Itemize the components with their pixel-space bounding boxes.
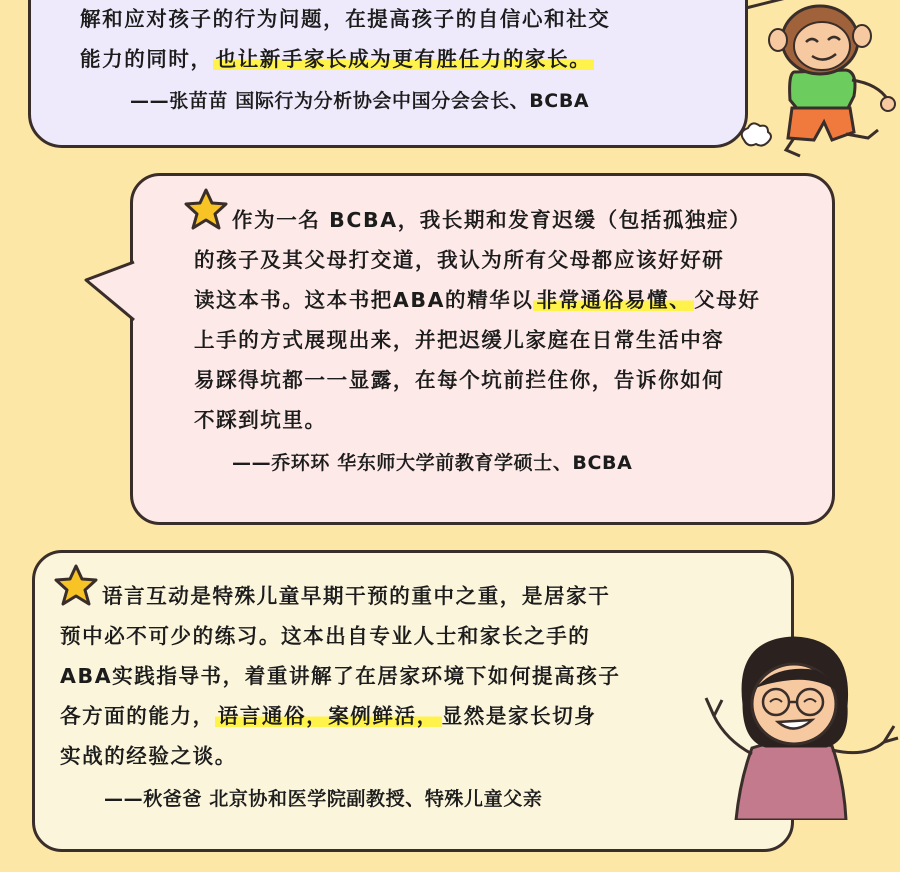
quote3-attribution: ——秋爸爸 北京协和医学院副教授、特殊儿童父亲 xyxy=(104,788,543,810)
quote3-line-5: 实战的经验之谈。 xyxy=(60,744,237,768)
quote1-highlight: 也让新手家长成为更有胜任力的家长。 xyxy=(213,47,595,71)
quote3-line-3: ABA实践指导书，着重讲解了在居家环境下如何提高孩子 xyxy=(60,664,621,688)
quote3-line-2: 预中必不可少的练习。这本出自专业人士和家长之手的 xyxy=(60,624,591,648)
quote2-line-2: 的孩子及其父母打交道，我认为所有父母都应该好好研 xyxy=(194,248,725,272)
monkey-boy-illustration xyxy=(728,0,900,162)
star-icon xyxy=(54,564,98,606)
star-icon xyxy=(184,188,228,230)
quote2-line-1: 作为一名 BCBA，我长期和发育迟缓（包括孤独症） xyxy=(232,208,752,232)
quote2-attribution: ——乔环环 华东师大学前教育学硕士、BCBA xyxy=(232,452,633,474)
quote2-line-5: 易踩得坑都一一显露，在每个坑前拦住你，告诉你如何 xyxy=(194,368,725,392)
quote2-line-4: 上手的方式展现出来，并把迟缓儿家庭在日常生活中容 xyxy=(194,328,725,352)
quote3-highlight: 语言通俗，案例鲜活， xyxy=(215,704,442,728)
quote2-line-3: 读这本书。这本书把ABA的精华以 非常通俗易懂、 父母好 xyxy=(194,288,761,312)
quote3-line-4: 各方面的能力， 语言通俗，案例鲜活， 显然是家长切身 xyxy=(60,704,597,728)
quote3-line-1: 语言互动是特殊儿童早期干预的重中之重，是居家干 xyxy=(102,584,611,608)
quote1-line-2: 能力的同时， 也让新手家长成为更有胜任力的家长。 xyxy=(80,44,594,74)
quote1-line-1: 解和应对孩子的行为问题，在提高孩子的自信心和社交 xyxy=(80,7,611,31)
quote1-attribution: ——张苗苗 国际行为分析协会中国分会会长、BCBA xyxy=(130,90,590,112)
glasses-woman-illustration xyxy=(696,630,900,820)
quote2-highlight: 非常通俗易懂、 xyxy=(533,288,694,312)
bubble-tail-left xyxy=(84,258,136,326)
quote2-line-6: 不踩到坑里。 xyxy=(194,408,327,432)
